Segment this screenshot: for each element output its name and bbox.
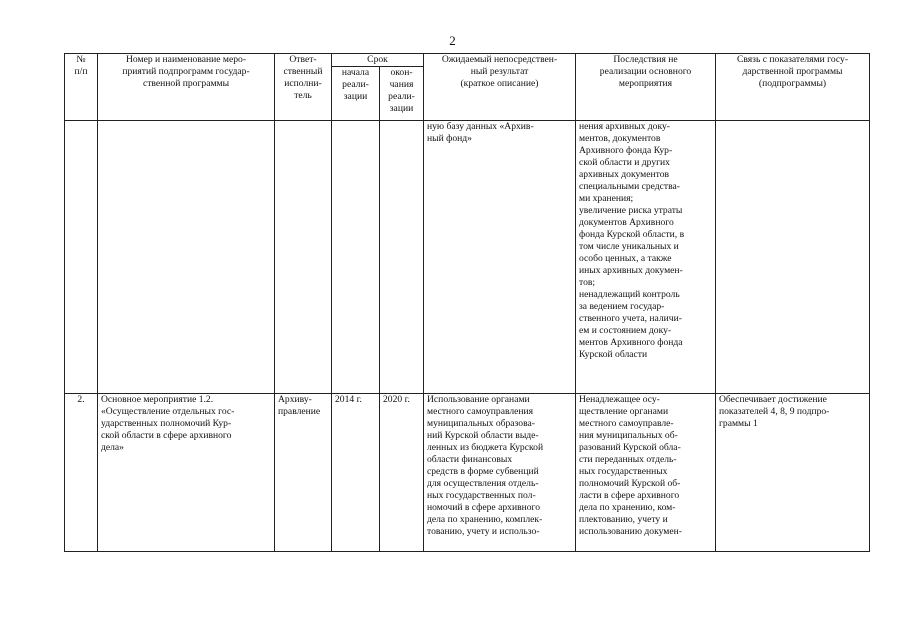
- expected-result: Использование органами местного самоуправления муниципальных образова- ний Курской области выде- ленных из бюджета Курской области финансовых средств в форме субвенций для осуществления отдель- ных государственных пол- номочий в сфере архивного дела по хранению, комплек- тованию, учету и использо-: [424, 394, 576, 552]
- indicator-link: Обеспечивает достижение показателей 4, 8, 9 подпро- граммы 1: [716, 394, 870, 552]
- row-number: 2.: [65, 394, 98, 552]
- responsible-executor: Архиву- правление: [275, 394, 332, 552]
- header-term: Срок: [332, 54, 424, 67]
- header-end: окон- чания реали- зации: [380, 67, 424, 121]
- table-row: [65, 394, 870, 552]
- consequences: Ненадлежащее осу- ществление органами местного самоуправле- ния муниципальных об- разований Курской обла- сти переданных отдель- ных государственных полномочий Курской об- ласти в сфере архивного дела по хранению, ком- плектованию, учету и использованию докумен-: [576, 394, 716, 552]
- header-row: [65, 54, 870, 67]
- program-measures-table: [64, 53, 870, 552]
- header-no: № п/п: [65, 54, 98, 121]
- header-link: Связь с показателями госу- дарственной программы (подпрограммы): [716, 54, 870, 121]
- indicator-link: [716, 121, 870, 394]
- expected-result: ную базу данных «Архив- ный фонд»: [424, 121, 576, 394]
- end-year: [380, 121, 424, 394]
- consequences: нения архивных доку- ментов, документов Архивного фонда Кур- ской области и других архивных документов специальными средства- ми хранения; увеличение риска утраты документов Архивного фонда Курской области, в том числе уникальных и особо ценных, а также иных архивных докумен- тов; ненадлежащий контроль за ведением государ- ственного учета, наличи- ем и состоянием доку- ментов Архивного фонда Курской области: [576, 121, 716, 394]
- header-start: начала реали- зации: [332, 67, 380, 121]
- end-year: 2020 г.: [380, 394, 424, 552]
- measure-name: Основное мероприятие 1.2. «Осуществление отдельных гос- ударственных полномочий Кур- ской области в сфере архивного дела»: [98, 394, 275, 552]
- measure-name: [98, 121, 275, 394]
- start-year: 2014 г.: [332, 394, 380, 552]
- header-responsible: Ответ- ственный исполни- тель: [275, 54, 332, 121]
- header-result: Ожидаемый непосредствен- ный результат (краткое описание): [424, 54, 576, 121]
- responsible-executor: [275, 121, 332, 394]
- table-row: [65, 121, 870, 394]
- row-number: [65, 121, 98, 394]
- page-number: 2: [449, 33, 456, 48]
- start-year: [332, 121, 380, 394]
- header-name: Номер и наименование меро- приятий подпрограмм государ- ственной программы: [98, 54, 275, 121]
- header-consequences: Последствия не реализации основного мероприятия: [576, 54, 716, 121]
